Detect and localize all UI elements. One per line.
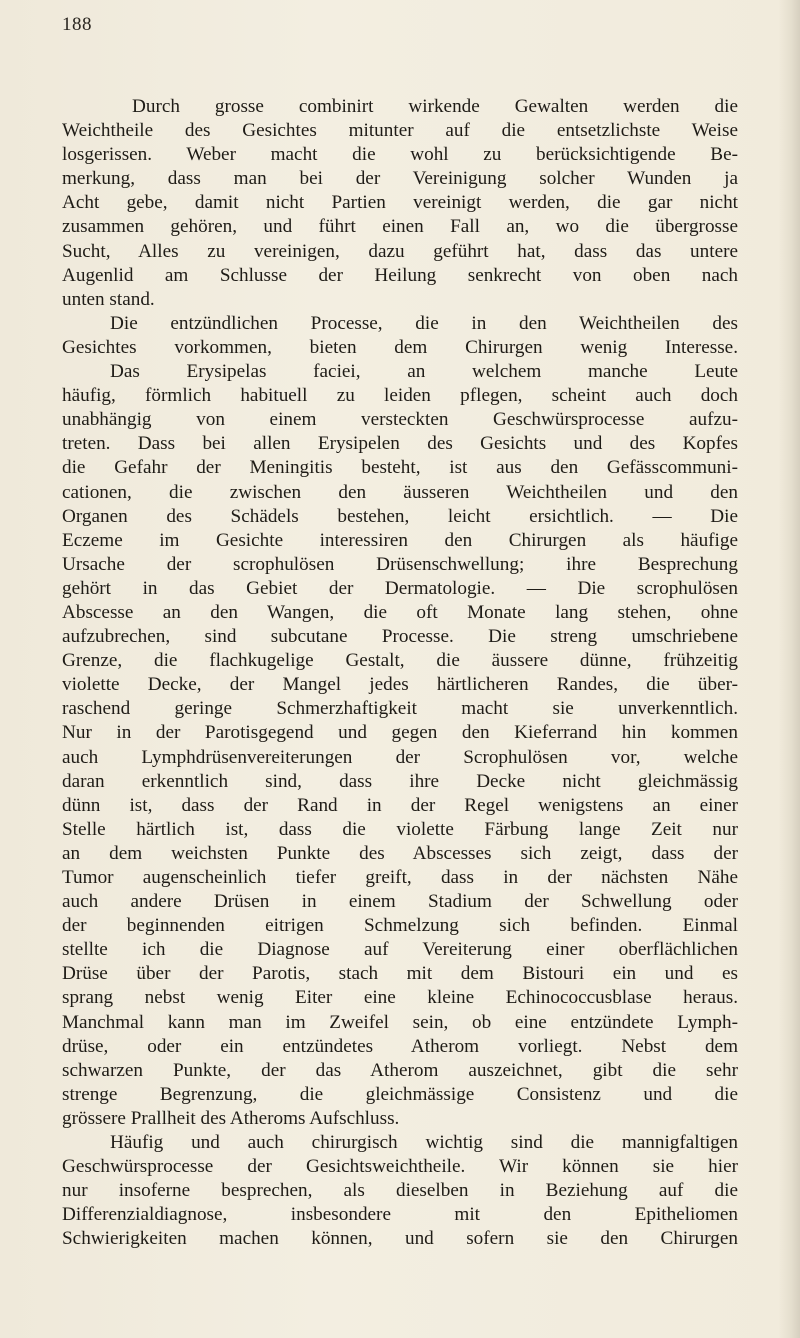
text-line: losgerissen. Weber macht die wohl zu berücksichtigende Be- <box>62 144 738 166</box>
text-line: cationen, die zwischen den äusseren Weichtheilen und den <box>62 481 738 503</box>
text-line: Nur in der Parotisgegend und gegen den Kieferrand hin kommen <box>62 722 738 744</box>
text-line: Durch grosse combinirt wirkende Gewalten werden die <box>132 96 738 117</box>
text-line: daran erkenntlich sind, dass ihre Decke nicht gleichmässig <box>62 770 738 792</box>
text-line: treten. Dass bei allen Erysipelen des Gesichts und des Kopfes <box>62 433 738 455</box>
text-line: unabhängig von einem versteckten Geschwürsprocesse aufzu- <box>62 409 738 431</box>
text-line: an dem weichsten Punkte des Abscesses sich zeigt, dass der <box>62 842 738 864</box>
text-line: raschend geringe Schmerzhaftigkeit macht sie unverkenntlich. <box>62 698 738 720</box>
text-line: Ursache der scrophulösen Drüsenschwellung; ihre Besprechung <box>62 553 738 575</box>
text-line: Drüse über der Parotis, stach mit dem Bistouri ein und es <box>62 963 738 985</box>
text-line: Augenlid am Schlusse der Heilung senkrecht von oben nach <box>62 264 738 286</box>
text-line: grössere Prallheit des Atheroms Aufschluss. <box>62 1107 400 1129</box>
text-line: schwarzen Punkte, der das Atherom auszeichnet, gibt die sehr <box>62 1059 738 1081</box>
text-line: Häufig und auch chirurgisch wichtig sind die mannigfaltigen <box>110 1132 738 1154</box>
text-line: nur insoferne besprechen, als dieselben in Beziehung auf die <box>62 1180 738 1202</box>
body-text <box>62 95 738 1252</box>
text-line: Acht gebe, damit nicht Partien vereinigt werden, die gar nicht <box>62 192 738 214</box>
text-line: Die entzündlichen Processe, die in den Weichtheilen des <box>110 312 738 334</box>
text-line: sprang nebst wenig Eiter eine kleine Echinococcusblase heraus. <box>62 987 738 1009</box>
text-line: violette Decke, der Mangel jedes härtlicheren Randes, die über- <box>62 674 738 696</box>
text-line: unten stand. <box>62 288 155 310</box>
text-line: Geschwürsprocesse der Gesichtsweichtheile. Wir können sie hier <box>62 1156 738 1178</box>
page-edge-shadow <box>778 0 800 1338</box>
text-line: Abscesse an den Wangen, die oft Monate lang stehen, ohne <box>62 601 738 623</box>
text-line: Tumor augenscheinlich tiefer greift, dass in der nächsten Nähe <box>62 867 738 888</box>
text-line: Differenzialdiagnose, insbesondere mit den Epitheliomen <box>62 1204 738 1226</box>
text-line: drüse, oder ein entzündetes Atherom vorliegt. Nebst dem <box>62 1035 738 1057</box>
text-line: häufig, förmlich habituell zu leiden pflegen, scheint auch doch <box>62 385 738 407</box>
text-line: Stelle härtlich ist, dass die violette Färbung lange Zeit nur <box>62 818 738 840</box>
text-line: stellte ich die Diagnose auf Vereiterung einer oberflächlichen <box>62 939 738 961</box>
text-line: Sucht, Alles zu vereinigen, dazu geführt hat, dass das untere <box>62 240 738 262</box>
text-line: Schwierigkeiten machen können, und sofern sie den Chirurgen <box>62 1228 738 1250</box>
text-line: Weichtheile des Gesichtes mitunter auf die entsetzlichste Weise <box>62 120 738 142</box>
text-line: zusammen gehören, und führt einen Fall an, wo die übergrosse <box>62 216 738 238</box>
text-line: auch andere Drüsen in einem Stadium der Schwellung oder <box>62 891 738 913</box>
text-line: dünn ist, dass der Rand in der Regel wenigstens an einer <box>62 794 738 816</box>
text-line: gehört in das Gebiet der Dermatologie. — Die scrophulösen <box>62 577 738 599</box>
text-line: Manchmal kann man im Zweifel sein, ob eine entzündete Lymph- <box>62 1011 738 1033</box>
text-line: Gesichtes vorkommen, bieten dem Chirurgen wenig Interesse. <box>62 336 738 358</box>
text-line: aufzubrechen, sind subcutane Processe. Die streng umschriebene <box>62 626 738 648</box>
text-line: Das Erysipelas faciei, an welchem manche Leute <box>110 361 738 383</box>
text-line: die Gefahr der Meningitis besteht, ist aus den Gefässcommuni- <box>62 457 738 479</box>
text-line: Grenze, die flachkugelige Gestalt, die äussere dünne, frühzeitig <box>62 650 738 672</box>
text-line: auch Lymphdrüsenvereiterungen der Scrophulösen vor, welche <box>62 746 738 768</box>
text-line: Organen des Schädels bestehen, leicht ersichtlich. — Die <box>62 505 738 527</box>
text-line: der beginnenden eitrigen Schmelzung sich befinden. Einmal <box>62 915 738 937</box>
text-line: merkung, dass man bei der Vereinigung solcher Wunden ja <box>62 168 738 190</box>
text-line: Eczeme im Gesichte interessiren den Chirurgen als häufige <box>62 529 738 551</box>
page-number: 188 <box>62 14 92 35</box>
text-line: strenge Begrenzung, die gleichmässige Consistenz und die <box>62 1083 738 1105</box>
